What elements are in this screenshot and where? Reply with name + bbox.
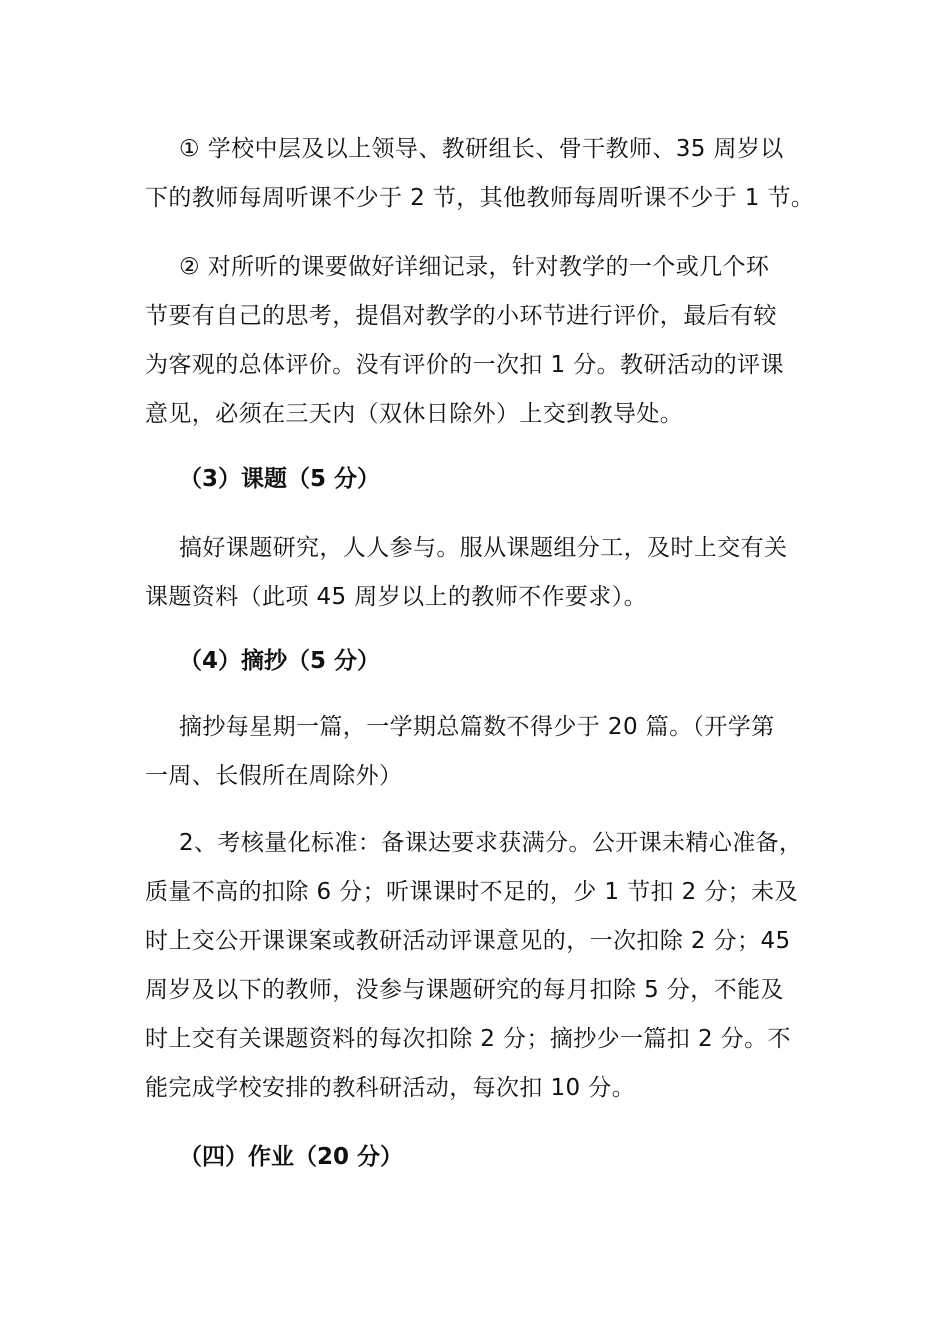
text-line: 2、考核量化标准：备课达要求获满分。公开课未精心准备， (179, 830, 803, 856)
section-heading-excerpts: （4）摘抄（5 分） (179, 648, 381, 674)
section-heading-research-topic: （3）课题（5 分） (179, 466, 381, 492)
paragraph-observation-requirement (145, 125, 815, 223)
text-line: ② 对所听的课要做好详细记录，针对教学的一个或几个环 (179, 254, 770, 280)
text-line: 能完成学校安排的教科研活动，每次扣 10 分。 (145, 1075, 636, 1101)
text-line: 周岁及以下的教师，没参与课题研究的每月扣除 5 分，不能及 (145, 977, 784, 1003)
text-line: 节要有自己的思考，提倡对教学的小环节进行评价，最后有较 (145, 303, 777, 329)
text-line: 下的教师每周听课不少于 2 节，其他教师每周听课不少于 1 节。 (145, 185, 815, 211)
text-line: 意见，必须在三天内（双休日除外）上交到教导处。 (145, 401, 684, 427)
paragraph-observation-records (145, 243, 815, 439)
text-line: 一周、长假所在周除外） (145, 763, 403, 789)
text-line: 课题资料（此项 45 周岁以上的教师不作要求）。 (145, 584, 647, 610)
text-line: 时上交有关课题资料的每次扣除 2 分；摘抄少一篇扣 2 分。不 (145, 1026, 791, 1052)
text-line: 搞好课题研究，人人参与。服从课题组分工，及时上交有关 (179, 535, 788, 561)
text-line: ① 学校中层及以上领导、教研组长、骨干教师、35 周岁以 (179, 136, 784, 162)
text-line: 摘抄每星期一篇，一学期总篇数不得少于 20 篇。（开学第 (179, 714, 775, 740)
text-line: 质量不高的扣除 6 分；听课课时不足的，少 1 节扣 2 分；未及 (145, 879, 798, 905)
text-line: 时上交公开课课案或教研活动评课意见的，一次扣除 2 分；45 (145, 928, 791, 954)
paragraph-assessment-standards (145, 819, 815, 1113)
paragraph-research-topic (145, 524, 815, 622)
paragraph-excerpts (145, 703, 815, 801)
text-line: 为客观的总体评价。没有评价的一次扣 1 分。教研活动的评课 (145, 352, 784, 378)
section-heading-homework: （四）作业（20 分） (179, 1144, 404, 1170)
